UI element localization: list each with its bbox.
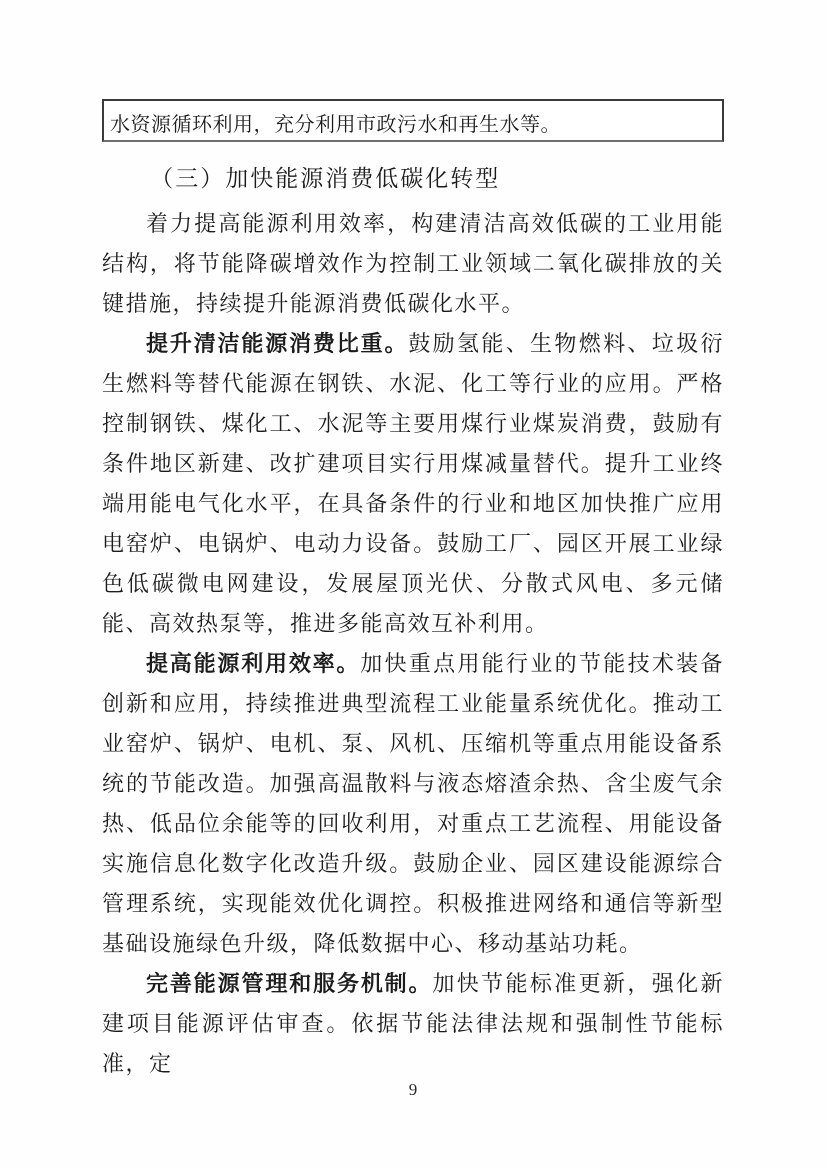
page-footer <box>0 1080 826 1100</box>
paragraph-lead: 提高能源利用效率。 <box>146 651 361 676</box>
section-heading: （三）加快能源消费低碳化转型 <box>150 166 501 191</box>
page-content <box>102 0 724 1084</box>
page-number: 9 <box>408 1080 418 1099</box>
framed-text-box-text: 水资源循环利用，充分利用市政污水和再生水等。 <box>110 114 561 136</box>
paragraph <box>102 964 724 1084</box>
paragraph-lead: 提升清洁能源消费比重。 <box>146 331 409 356</box>
paragraph <box>102 644 724 964</box>
paragraph-text: 鼓励氢能、生物燃料、垃圾衍生燃料等替代能源在钢铁、水泥、化工等行业的应用。严格控制钢铁、煤化工、水泥等主要用煤行业煤炭消费，鼓励有条件地区新建、改扩建项目实行用煤减量替代。提升工业终端用能电气化水平，在具备条件的行业和地区加快推广应用电窑炉、电锅炉、电动力设备。鼓励工厂、园区开展工业绿色低碳微电网建设，发展屋顶光伏、分散式风电、多元储能、高效热泵等，推进多能高效互补利用。 <box>102 331 724 636</box>
framed-text-box <box>102 99 724 142</box>
paragraph-lead: 完善能源管理和服务机制。 <box>146 971 433 996</box>
paragraph <box>102 204 724 324</box>
paragraph-text: 着力提高能源利用效率，构建清洁高效低碳的工业用能结构，将节能降碳增效作为控制工业领域二氧化碳排放的关键措施，持续提升能源消费低碳化水平。 <box>102 211 724 316</box>
paragraph-text: 加快重点用能行业的节能技术装备创新和应用，持续推进典型流程工业能量系统优化。推动工业窑炉、锅炉、电机、泵、风机、压缩机等重点用能设备系统的节能改造。加强高温散料与液态熔渣余热、含尘废气余热、低品位余能等的回收利用，对重点工艺流程、用能设备实施信息化数字化改造升级。鼓励企业、园区建设能源综合管理系统，实现能效优化调控。积极推进网络和通信等新型基础设施绿色升级，降低数据中心、移动基站功耗。 <box>102 651 724 956</box>
paragraph <box>102 324 724 644</box>
paragraph-text: 加快节能标准更新，强化新建项目能源评估审查。依据节能法律法规和强制性节能标准，定 <box>102 971 724 1076</box>
